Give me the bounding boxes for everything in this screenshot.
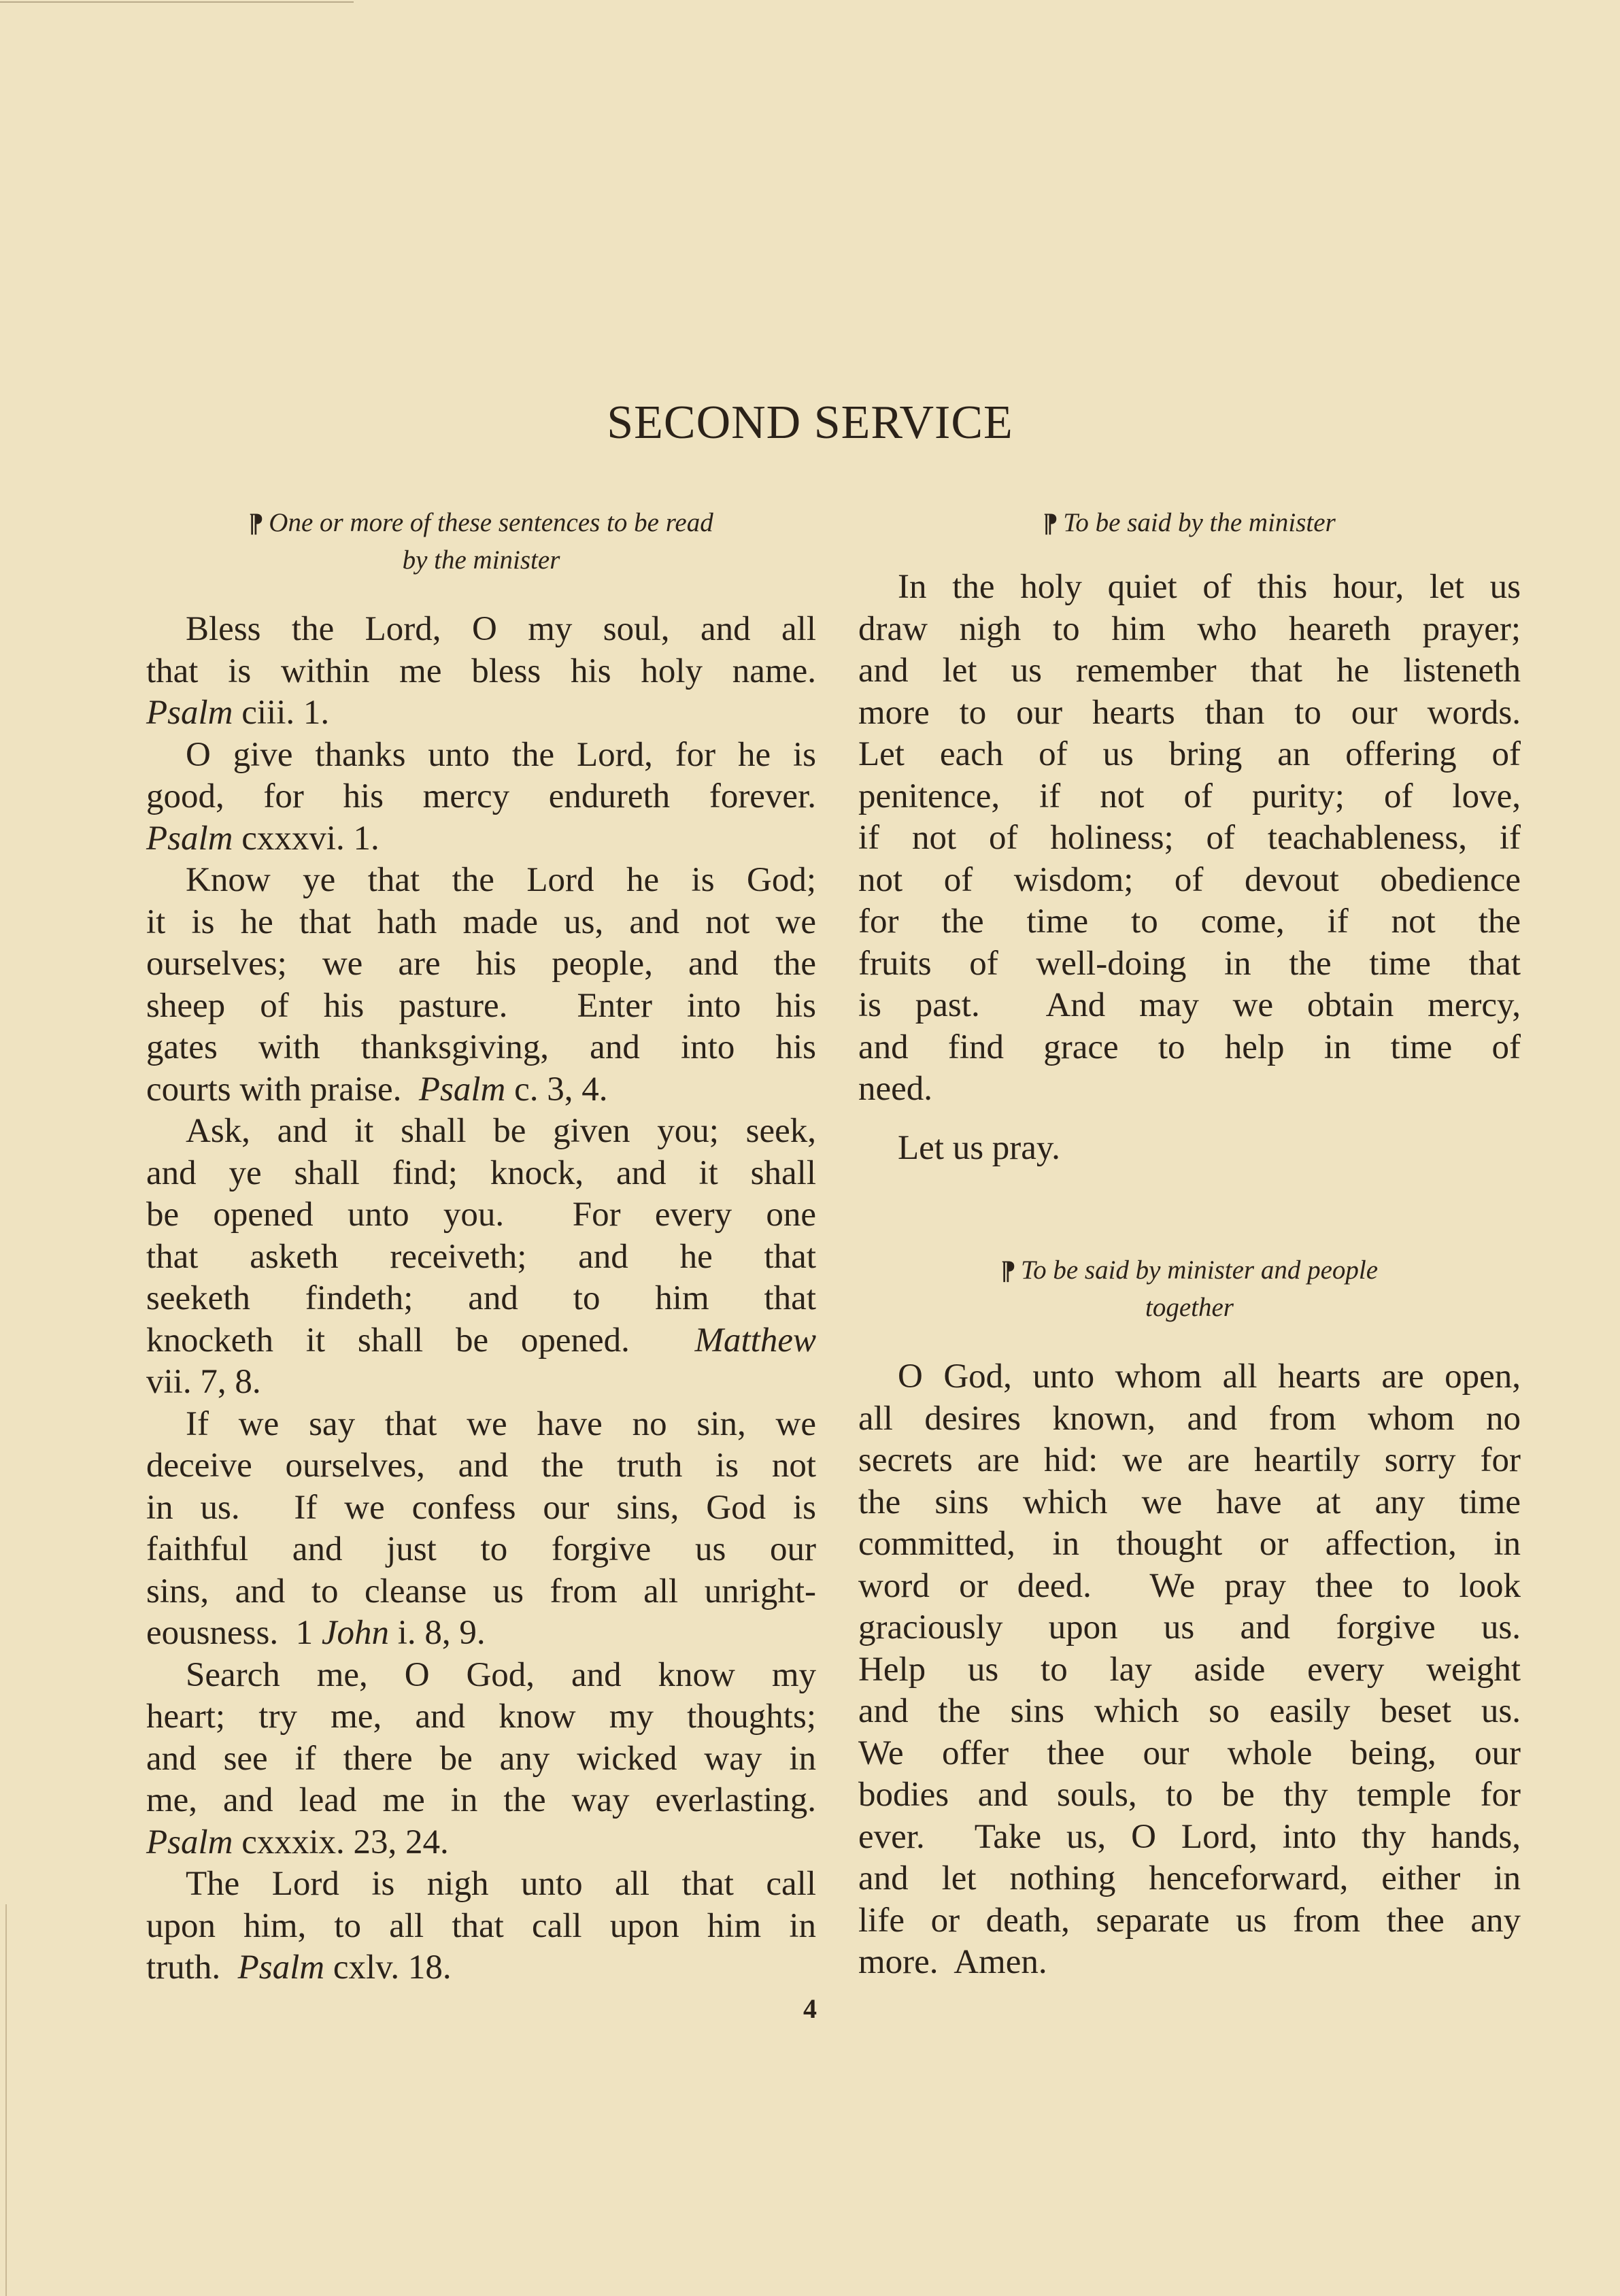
text-segment: word or deed. We pray thee to look [858, 1566, 1521, 1605]
capitulum-icon: ¶ [249, 508, 264, 537]
caption-text: To be said by minister and people [1021, 1255, 1379, 1285]
text-segment: if not of holiness; of teachableness, if [858, 819, 1521, 857]
text-line [146, 1320, 816, 1362]
text-line [146, 1822, 816, 1864]
text-segment: c. 3, 4. [505, 1070, 608, 1109]
text-segment: and ye shall find; knock, and it shall [146, 1153, 816, 1192]
page-edge-line [5, 1904, 7, 2296]
text-segment: and find grace to help in time of [858, 1028, 1521, 1066]
text-segment: heart; try me, and know my thoughts; [146, 1698, 816, 1736]
caption-text: One or more of these sentences to be read [269, 508, 713, 537]
text-segment: i. 8, 9. [388, 1614, 486, 1652]
text-line [858, 1566, 1521, 1608]
text-line [146, 692, 816, 735]
text-line [146, 860, 816, 902]
text-line [146, 1487, 816, 1530]
text-segment: vii. 7, 8. [146, 1363, 261, 1401]
text-line [858, 1900, 1521, 1942]
text-line [858, 1398, 1521, 1440]
text-segment: eousness. 1 [146, 1614, 322, 1652]
citation-book: Psalm [146, 819, 233, 858]
text-segment: life or death, separate us from thee any [858, 1901, 1521, 1940]
text-segment: in us. If we confess our sins, God is [146, 1488, 816, 1527]
text-line [858, 692, 1521, 735]
caption-text: by the minister [402, 545, 560, 575]
text-line [858, 1817, 1521, 1859]
citation-book: Matthew [694, 1321, 816, 1360]
text-segment: Let us pray. [898, 1129, 1060, 1167]
caption-line [858, 504, 1521, 541]
text-line [146, 1571, 816, 1613]
text-segment: cxlv. 18. [324, 1948, 452, 1987]
text-segment: more. Amen. [858, 1943, 1047, 1981]
text-line [858, 1356, 1521, 1398]
text-segment: faithful and just to forgive us our [146, 1530, 816, 1568]
text-line [858, 1649, 1521, 1691]
text-line [858, 1691, 1521, 1733]
text-segment: Ask, and it shall be given you; seek, [186, 1112, 816, 1150]
text-segment: ciii. 1. [233, 694, 330, 732]
text-segment: cxxxvi. 1. [233, 819, 379, 858]
text-segment: fruits of well-doing in the time that [858, 944, 1521, 983]
text-segment: bodies and souls, to be thy temple for [858, 1776, 1521, 1814]
text-segment: ourselves; we are his people, and the [146, 945, 816, 983]
text-segment: We offer thee our whole being, our [858, 1734, 1521, 1772]
text-line [858, 609, 1521, 651]
caption-text: together [1145, 1293, 1234, 1322]
text-segment: committed, in thought or affection, in [858, 1525, 1521, 1563]
text-segment: gates with thanksgiving, and into his [146, 1028, 816, 1066]
text-line [146, 1738, 816, 1780]
caption-text: To be said by the minister [1063, 508, 1336, 537]
text-segment: upon him, to all that call upon him in [146, 1906, 816, 1945]
text-line [858, 1027, 1521, 1069]
text-segment: O God, unto whom all hearts are open, [898, 1357, 1521, 1396]
text-line [146, 1027, 816, 1069]
citation-book: Psalm [418, 1070, 506, 1109]
text-segment: If we say that we have no sin, we [186, 1404, 816, 1443]
text-line [146, 943, 816, 985]
caption-line [146, 541, 816, 579]
text-segment: Know ye that the Lord he is God; [186, 861, 816, 899]
text-line [858, 734, 1521, 776]
text-line [146, 1655, 816, 1697]
text-line [146, 735, 816, 777]
text-segment: not of wisdom; of devout obedience [858, 860, 1521, 899]
text-segment: sheep of his pasture. Enter into his [146, 986, 816, 1025]
text-line [858, 943, 1521, 985]
let-us-pray [858, 1128, 1521, 1170]
text-line [146, 1362, 816, 1404]
text-segment: that asketh receiveth; and he that [146, 1237, 816, 1276]
text-segment: courts with praise. [146, 1070, 419, 1109]
text-segment: cxxxix. 23, 24. [233, 1823, 449, 1861]
capitulum-icon: ¶ [1000, 1255, 1015, 1285]
citation-book: Psalm [146, 1823, 233, 1861]
citation-book: Psalm [237, 1948, 325, 1987]
page-number: 4 [803, 1993, 817, 2024]
text-line [858, 1733, 1521, 1775]
text-segment: is past. And may we obtain mercy, [858, 986, 1521, 1024]
text-line [146, 1153, 816, 1195]
text-segment: sins, and to cleanse us from all unright- [146, 1572, 816, 1610]
text-segment: O give thanks unto the Lord, for he is [186, 735, 816, 774]
text-segment: In the holy quiet of this hour, let us [898, 568, 1521, 606]
text-line [858, 1858, 1521, 1900]
citation-book: John [321, 1614, 389, 1652]
text-segment: good, for his mercy endureth forever. [146, 777, 816, 815]
caption-line [858, 1289, 1521, 1326]
text-segment: ever. Take us, O Lord, into thy hands, [858, 1817, 1521, 1856]
text-segment: truth. [146, 1948, 238, 1987]
text-line [858, 860, 1521, 902]
text-line [858, 1128, 1521, 1170]
text-segment: the sins which we have at any time [858, 1483, 1521, 1521]
text-line [146, 1069, 816, 1111]
text-line [858, 1482, 1521, 1524]
text-segment: be opened unto you. For every one [146, 1196, 816, 1234]
citation-book: Psalm [146, 694, 233, 732]
text-line [858, 567, 1521, 609]
text-segment: me, and lead me in the way everlasting. [146, 1781, 816, 1819]
minister-exhortation [858, 567, 1521, 1111]
confession-prayer [858, 1356, 1521, 1984]
text-line [146, 1613, 816, 1655]
text-segment: Bless the Lord, O my soul, and all [186, 610, 816, 648]
text-line [146, 1947, 816, 1989]
text-line [858, 1523, 1521, 1566]
text-segment: more to our hearts than to our words. [858, 693, 1521, 732]
text-segment: need. [858, 1070, 933, 1108]
text-segment: penitence, if not of purity; of love, [858, 777, 1521, 815]
text-line [858, 985, 1521, 1027]
text-line [146, 902, 816, 944]
text-segment: knocketh it shall be opened. [146, 1321, 695, 1360]
text-line [858, 1942, 1521, 1984]
rubric-caption [146, 504, 816, 579]
text-line [858, 650, 1521, 692]
text-segment: and let nothing henceforward, either in [858, 1859, 1521, 1897]
text-segment: for the time to come, if not the [858, 902, 1521, 941]
text-line [146, 651, 816, 693]
text-line [858, 1068, 1521, 1111]
caption-line [858, 1251, 1521, 1289]
text-line [858, 817, 1521, 860]
text-segment: it is he that hath made us, and not we [146, 902, 816, 941]
text-segment: Help us to lay aside every weight [858, 1650, 1521, 1689]
text-line [146, 609, 816, 651]
text-segment: The Lord is nigh unto all that call [186, 1865, 816, 1903]
text-segment: that is within me bless his holy name. [146, 652, 816, 690]
text-line [146, 1529, 816, 1571]
text-segment: secrets are hid: we are heartily sorry for [858, 1441, 1521, 1479]
text-segment: and let us remember that he listeneth [858, 652, 1521, 690]
page-edge-line [0, 1, 354, 3]
text-segment: draw nigh to him who heareth prayer; [858, 609, 1521, 648]
text-line [146, 1445, 816, 1487]
text-line [858, 1607, 1521, 1649]
rubric-caption [858, 504, 1521, 541]
text-segment: deceive ourselves, and the truth is not [146, 1447, 816, 1485]
text-line [146, 1863, 816, 1906]
page-title: SECOND SERVICE [607, 396, 1013, 449]
rubric-caption [858, 1251, 1521, 1326]
scripture-sentences [146, 609, 816, 1989]
text-line [146, 1111, 816, 1153]
text-line [858, 1774, 1521, 1817]
capitulum-icon: ¶ [1043, 508, 1058, 537]
text-line [146, 1278, 816, 1320]
text-line [146, 1906, 816, 1948]
text-line [858, 776, 1521, 818]
text-segment: graciously upon us and forgive us. [858, 1608, 1521, 1647]
text-line [858, 1440, 1521, 1482]
text-line [146, 1404, 816, 1446]
text-segment: and the sins which so easily beset us. [858, 1692, 1521, 1730]
text-line [146, 985, 816, 1028]
text-segment: all desires known, and from whom no [858, 1399, 1521, 1438]
caption-line [146, 504, 816, 541]
text-line [858, 901, 1521, 943]
text-line [146, 1236, 816, 1279]
text-line [146, 1194, 816, 1236]
text-segment: seeketh findeth; and to him that [146, 1279, 816, 1317]
text-segment: Search me, O God, and know my [186, 1655, 816, 1694]
text-line [146, 818, 816, 860]
text-segment: Let each of us bring an offering of [858, 735, 1521, 773]
text-segment: and see if there be any wicked way in [146, 1739, 816, 1778]
text-line [146, 776, 816, 818]
text-line [146, 1780, 816, 1822]
text-line [146, 1696, 816, 1738]
